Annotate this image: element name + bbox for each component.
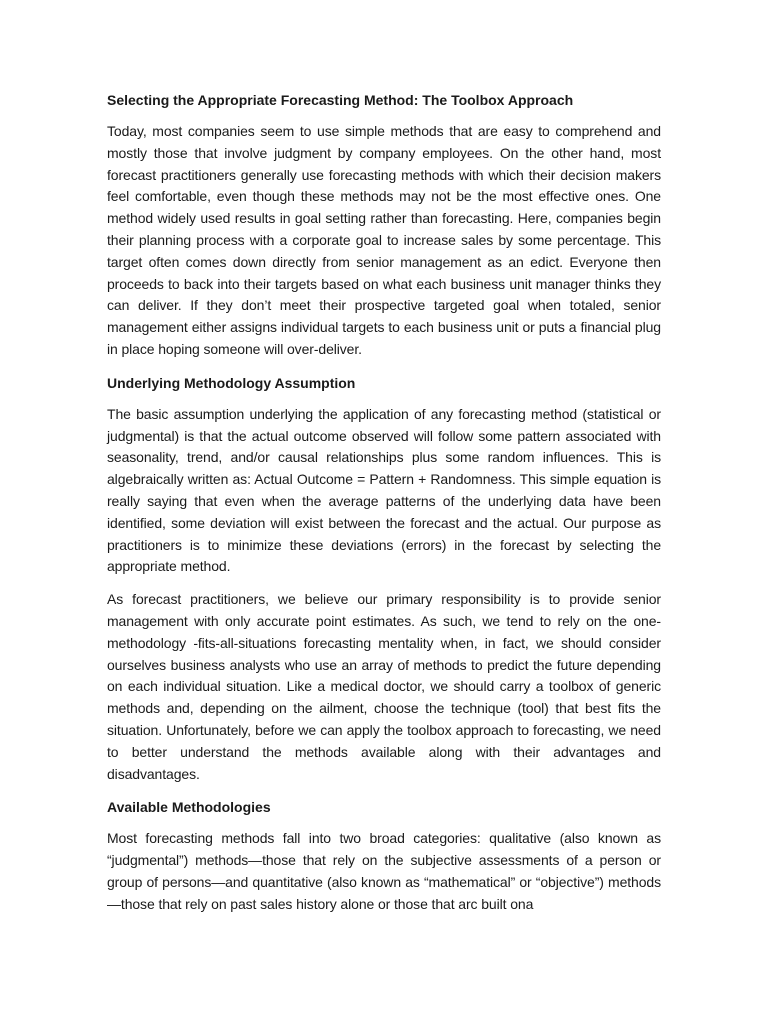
section-heading-assumption: Underlying Methodology Assumption xyxy=(107,374,356,391)
section-heading-methodologies: Available Methodologies xyxy=(107,799,271,816)
assumption-paragraph-1: The basic assumption underlying the application of any forecasting method (statistical or judgmental) is that the actual outcome observed will follow some pattern associated with seasonality, trend, and/or causal relationships plus some random influences. This is algebraically written as: Actual Outcome = Pattern + Randomness. This simple equation is really saying that even when the average patterns of the underlying data have been identified, some deviation will exist between the forecast and the actual. Our purpose as practitioners is to minimize these deviations (errors) in the forecast by selecting the appropriate method. xyxy=(107,405,661,575)
methodologies-paragraph: Most forecasting methods fall into two broad categories: qualitative (also known as “judgmental”) methods—those that rely on the subjective assessments of a person or group of persons—and quantitative (also known as “mathematical” or “objective”) methods—those that rely on past sales history alone or those that arc built ona xyxy=(107,830,661,912)
document-title: Selecting the Appropriate Forecasting Method: The Toolbox Approach xyxy=(107,92,574,108)
intro-paragraph: Today, most companies seem to use simple methods that are easy to comprehend and mostly those that involve judgment by company employees. On the other hand, most forecast practitioners generally use forecasting methods with which their decision makers feel comfortable, even though these methods may not be the most effective ones. One method widely used results in goal setting rather than forecasting. Here, companies begin their planning process with a corporate goal to increase sales by some percentage. This target often comes down directly from senior management as an edict. Everyone then proceeds to back into their targets based on what each business unit manager thinks they can deliver. If they don’t meet their prospective targeted goal when totaled, senior management either assigns individual targets to each business unit or puts a financial plug in place hoping someone will over-deliver. xyxy=(107,123,661,357)
assumption-paragraph-2: As forecast practitioners, we believe our primary responsibility is to provide senior management with only accurate point estimates. As such, we tend to rely on the one-methodology -fits-all-situations forecasting mentality when, in fact, we should consider ourselves business analysts who use an array of methods to predict the future depending on each individual situation. Like a medical doctor, we should carry a toolbox of generic methods and, depending on the ailment, choose the technique (tool) that best fits the situation. Unfortunately, before we can apply the toolbox approach to forecasting, we need to better understand the methods available along with their advantages and disadvantages. xyxy=(107,591,661,782)
document-page xyxy=(107,89,661,927)
